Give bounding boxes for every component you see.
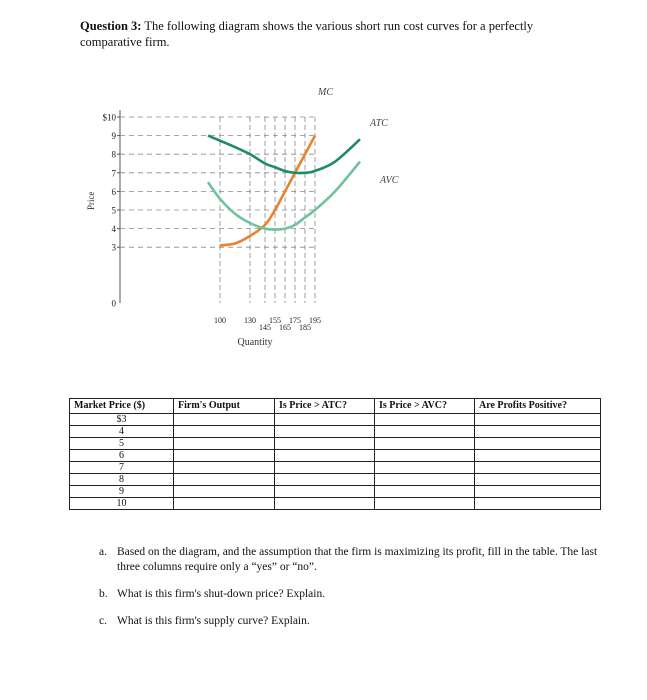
- price-gt-avc-cell[interactable]: [375, 438, 475, 450]
- header-profits-positive: Are Profits Positive?: [475, 399, 601, 414]
- part-text: What is this firm's shut-down price? Explain.: [117, 588, 326, 600]
- x-tick-label: 130: [244, 316, 256, 325]
- header-market-price: Market Price ($): [70, 399, 174, 414]
- y-tick-label: 5: [111, 205, 116, 216]
- market-price-cell: 4: [70, 426, 174, 438]
- part-c: [99, 614, 599, 629]
- market-price-cell: $3: [70, 414, 174, 426]
- firm-output-cell[interactable]: [174, 486, 275, 498]
- question-label: Question 3:: [80, 19, 142, 33]
- part-text: What is this firm's supply curve? Explain.: [117, 615, 310, 627]
- part-letter: c.: [99, 615, 107, 627]
- price-gt-avc-cell[interactable]: [375, 486, 475, 498]
- part-a: [99, 545, 599, 575]
- header-firm-output: Firm's Output: [174, 399, 275, 414]
- question-body: The following diagram shows the various short run cost curves for a perfectly comparative firm.: [80, 19, 534, 49]
- x-tick-label: 155: [269, 316, 281, 325]
- mc-label: MC: [318, 87, 333, 98]
- price-gt-atc-cell[interactable]: [275, 462, 375, 474]
- market-price-cell: 10: [70, 498, 174, 510]
- profits-positive-cell[interactable]: [475, 414, 601, 426]
- profits-positive-cell[interactable]: [475, 426, 601, 438]
- price-gt-atc-cell[interactable]: [275, 450, 375, 462]
- price-gt-avc-cell[interactable]: [375, 474, 475, 486]
- header-price-gt-avc: Is Price > AVC?: [375, 399, 475, 414]
- firm-output-cell[interactable]: [174, 414, 275, 426]
- part-letter: b.: [99, 588, 108, 600]
- table-row: [70, 474, 601, 486]
- price-gt-atc-cell[interactable]: [275, 474, 375, 486]
- firm-output-cell[interactable]: [174, 498, 275, 510]
- x-tick-label: 145: [259, 323, 271, 332]
- price-gt-avc-cell[interactable]: [375, 450, 475, 462]
- y-axis-title: Price: [86, 191, 96, 210]
- price-gt-atc-cell[interactable]: [275, 426, 375, 438]
- table-row: [70, 462, 601, 474]
- market-price-cell: 9: [70, 486, 174, 498]
- y-tick-label: $10: [102, 112, 116, 123]
- table-row: [70, 426, 601, 438]
- profits-positive-cell[interactable]: [475, 474, 601, 486]
- y-tick-label: 9: [111, 131, 116, 142]
- cost-curves-chart: [80, 80, 420, 370]
- avc-label: AVC: [380, 175, 399, 186]
- price-gt-atc-cell[interactable]: [275, 438, 375, 450]
- y-tick-label: 0: [111, 298, 116, 309]
- x-axis-title: Quantity: [237, 337, 273, 348]
- atc-label: ATC: [370, 118, 388, 129]
- price-gt-avc-cell[interactable]: [375, 414, 475, 426]
- question-parts: [99, 545, 599, 641]
- firm-output-cell[interactable]: [174, 438, 275, 450]
- x-tick-label: 175: [289, 316, 301, 325]
- market-price-cell: 5: [70, 438, 174, 450]
- market-price-cell: 6: [70, 450, 174, 462]
- price-gt-avc-cell[interactable]: [375, 426, 475, 438]
- firm-output-cell[interactable]: [174, 462, 275, 474]
- price-gt-atc-cell[interactable]: [275, 414, 375, 426]
- market-price-cell: 8: [70, 474, 174, 486]
- price-gt-avc-cell[interactable]: [375, 462, 475, 474]
- table-row: [70, 414, 601, 426]
- table-row: [70, 450, 601, 462]
- profits-positive-cell[interactable]: [475, 486, 601, 498]
- firm-output-cell[interactable]: [174, 426, 275, 438]
- answer-table: [69, 398, 601, 510]
- header-price-gt-atc: Is Price > ATC?: [275, 399, 375, 414]
- profits-positive-cell[interactable]: [475, 438, 601, 450]
- profits-positive-cell[interactable]: [475, 450, 601, 462]
- market-price-cell: 7: [70, 462, 174, 474]
- x-tick-label: 100: [214, 316, 226, 325]
- x-tick-label: 195: [309, 316, 321, 325]
- x-tick-label: 185: [299, 323, 311, 332]
- price-gt-atc-cell[interactable]: [275, 486, 375, 498]
- price-gt-atc-cell[interactable]: [275, 498, 375, 510]
- x-tick-label: 165: [279, 323, 291, 332]
- y-tick-label: 8: [111, 149, 116, 160]
- profits-positive-cell[interactable]: [475, 498, 601, 510]
- part-letter: a.: [99, 546, 107, 558]
- table-header-row: [70, 399, 601, 414]
- y-tick-label: 6: [111, 186, 116, 197]
- part-b: [99, 587, 599, 602]
- table-row: [70, 438, 601, 450]
- firm-output-cell[interactable]: [174, 450, 275, 462]
- y-tick-label: 7: [111, 168, 116, 179]
- question-text: [80, 18, 580, 50]
- table-row: [70, 486, 601, 498]
- y-tick-label: 4: [111, 224, 116, 235]
- price-gt-avc-cell[interactable]: [375, 498, 475, 510]
- profits-positive-cell[interactable]: [475, 462, 601, 474]
- part-text: Based on the diagram, and the assumption that the firm is maximizing its profit, fill in the table. The last three columns require only a “yes” or “no”.: [117, 546, 598, 573]
- firm-output-cell[interactable]: [174, 474, 275, 486]
- y-tick-label: 3: [111, 242, 116, 253]
- table-row: [70, 498, 601, 510]
